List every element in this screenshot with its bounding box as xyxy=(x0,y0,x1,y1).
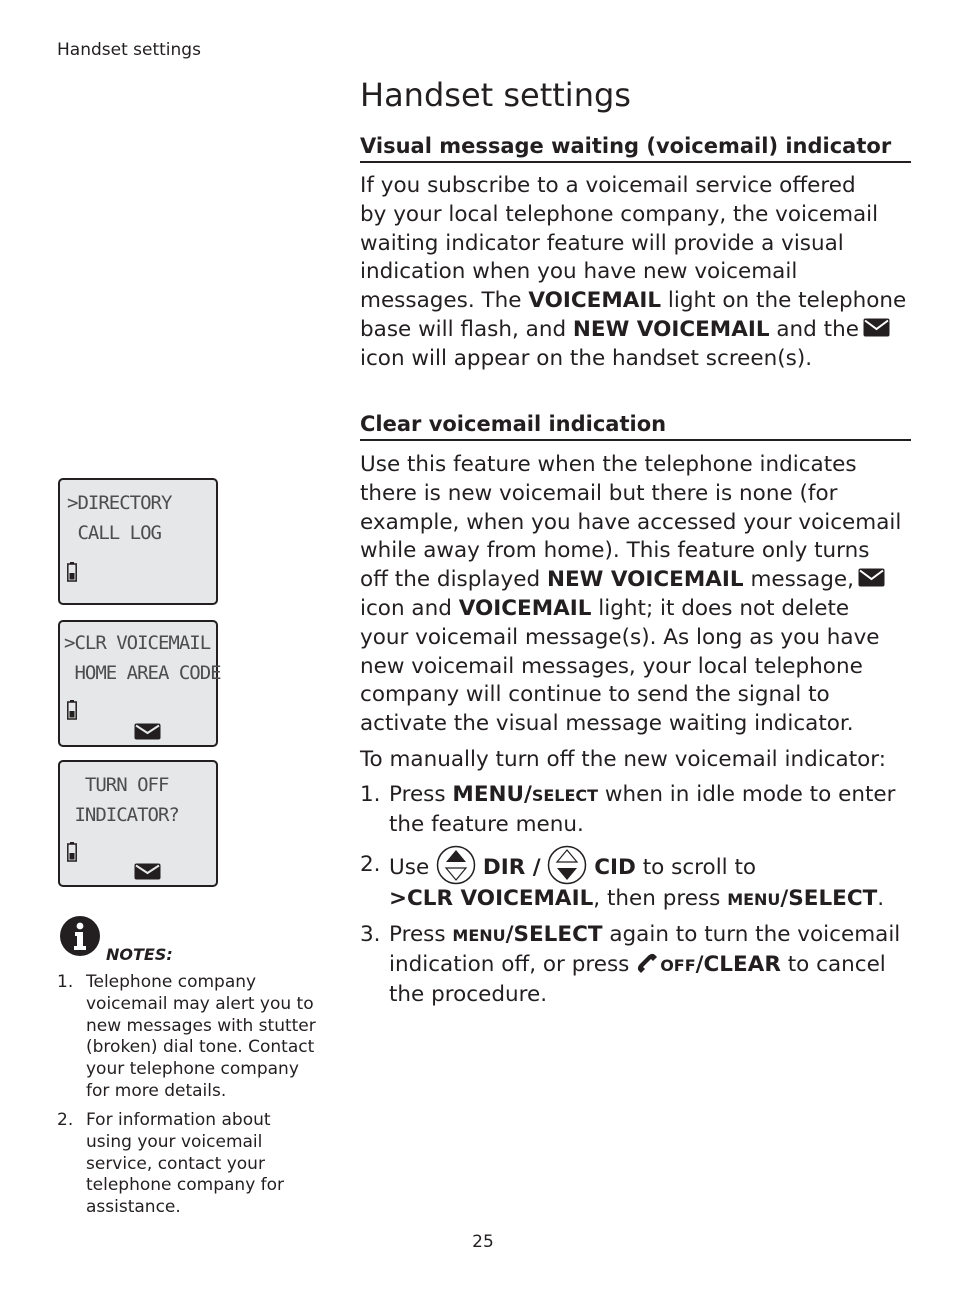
text-line: activate the visual message waiting indicator. xyxy=(360,711,854,737)
text-line: example, when you have accessed your voicemail xyxy=(360,509,902,535)
note-text: For information about using your voicemail service, contact your telephone company for assistance. xyxy=(86,1110,285,1218)
section-heading-visual-indicator: Visual message waiting (voicemail) indicator xyxy=(360,133,911,163)
clear-voicemail-paragraph xyxy=(360,451,915,739)
note-text: Telephone company voicemail may alert you to new messages with stutter (broken) dial tone. Contact your telephone company for more details. xyxy=(86,972,316,1101)
notes-heading: NOTES: xyxy=(106,945,173,964)
text-line: your voicemail message(s). As long as you have xyxy=(360,624,880,650)
note-number: 1. xyxy=(57,972,74,992)
text-line: icon and VOICEMAIL light; it does not delete xyxy=(360,595,850,621)
lcd-line: TURN OFF xyxy=(64,774,169,796)
lcd-screen-clr-voicemail xyxy=(58,620,221,747)
step-text: Press MENU/SELECT again to turn the voicemail indication off, or press OFF/CLEAR to cancel the procedure. xyxy=(389,922,901,1007)
text-line: new voicemail messages, your local telephone xyxy=(360,653,863,679)
text-line: company will continue to send the signal to xyxy=(360,682,830,708)
envelope-icon xyxy=(863,318,890,337)
lcd-screen-directory xyxy=(58,478,218,605)
text-line: indication when you have new voicemail xyxy=(360,259,798,285)
envelope-icon xyxy=(858,568,885,587)
visual-indicator-paragraph xyxy=(360,172,915,374)
cid-down-key-icon xyxy=(547,845,587,885)
note-number: 2. xyxy=(57,1110,74,1130)
lcd-line: CALL LOG xyxy=(67,522,161,544)
step-text: Press MENU/SELECT when in idle mode to enter the feature menu. xyxy=(389,782,896,837)
lcd-screen-turn-off-indicator xyxy=(58,760,218,887)
battery-icon xyxy=(67,842,77,862)
lcd-line: >DIRECTORY xyxy=(67,492,172,514)
text-line: waiting indicator feature will provide a visual xyxy=(360,230,844,256)
lcd-line: HOME AREA CODE xyxy=(64,662,221,684)
text-line: Use this feature when the telephone indicates xyxy=(360,452,857,477)
section-heading-clear-voicemail: Clear voicemail indication xyxy=(360,411,911,441)
lcd-line: >CLR VOICEMAIL xyxy=(64,632,211,654)
page-title: Handset settings xyxy=(360,76,631,114)
envelope-icon xyxy=(134,723,161,740)
page-number: 25 xyxy=(472,1232,494,1252)
lcd-line: INDICATOR? xyxy=(64,804,179,826)
text-line: If you subscribe to a voicemail service offered xyxy=(360,173,856,198)
text-line: while away from home). This feature only turns xyxy=(360,538,870,564)
battery-icon xyxy=(67,700,77,720)
manual-turnoff-intro: To manually turn off the new voicemail indicator: xyxy=(360,747,886,772)
step-text: Use DIR / CID to scroll to >CLR VOICEMAIL, then press MENU/SELECT. xyxy=(389,851,915,915)
envelope-icon xyxy=(134,863,161,880)
battery-icon xyxy=(67,562,77,582)
text-line: off the displayed NEW VOICEMAIL message, xyxy=(360,566,915,595)
text-line: icon will appear on the handset screen(s). xyxy=(360,345,813,371)
text-line: there is new voicemail but there is none (for xyxy=(360,480,838,506)
step-number: 1. xyxy=(360,782,381,807)
running-head: Handset settings xyxy=(57,40,201,60)
step-number: 3. xyxy=(360,922,381,947)
info-icon xyxy=(59,915,103,959)
phone-handset-icon xyxy=(636,952,660,974)
text-line: by your local telephone company, the voicemail xyxy=(360,201,879,227)
text-line: messages. The VOICEMAIL light on the telephone xyxy=(360,288,907,314)
text-line: base will flash, and NEW VOICEMAIL and the xyxy=(360,316,915,345)
step-number: 2. xyxy=(360,852,381,877)
dir-up-key-icon xyxy=(436,845,476,885)
